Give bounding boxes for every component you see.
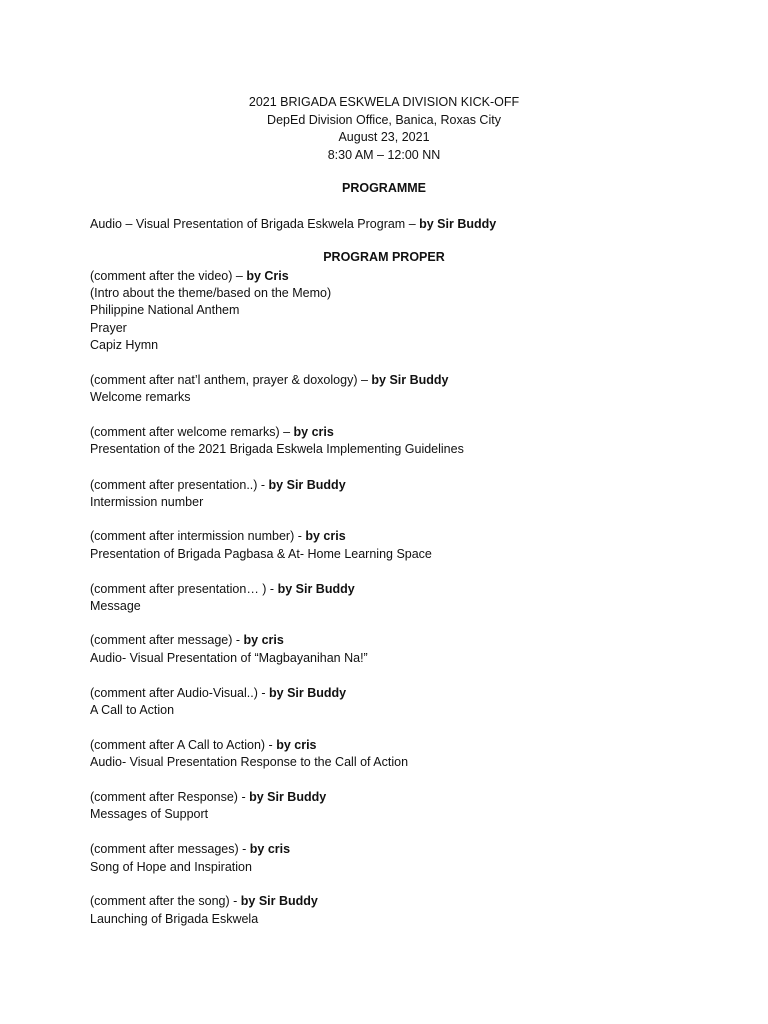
line-text: Welcome remarks (90, 390, 191, 404)
line-text: (comment after the song) - (90, 894, 241, 908)
line-text: (Intro about the theme/based on the Memo) (90, 286, 332, 300)
program-line (90, 841, 290, 858)
program-line (90, 754, 408, 771)
line-text: Presentation of Brigada Pagbasa & At- Home Learning Space (90, 547, 432, 561)
line-text: Philippine National Anthem (90, 303, 240, 317)
document-header (0, 94, 768, 164)
line-text: (comment after message) - (90, 633, 244, 647)
line-text: (comment after Response) - (90, 790, 250, 804)
line-by: by cris (276, 738, 317, 752)
program-line (90, 893, 318, 910)
line-text: (comment after A Call to Action) - (90, 738, 277, 752)
program-line (90, 806, 208, 823)
opening-text: Audio – Visual Presentation of Brigada Eskwela Program – (90, 217, 420, 231)
opening-by: by Sir Buddy (419, 217, 497, 231)
line-text: (comment after the video) – (90, 269, 247, 283)
program-line (90, 650, 368, 667)
line-by: by Sir Buddy (277, 582, 355, 596)
program-proper-heading: PROGRAM PROPER (323, 250, 445, 264)
line-text: A Call to Action (90, 703, 175, 717)
line-by: by Sir Buddy (268, 478, 346, 492)
program-line (90, 372, 448, 389)
line-by: by Sir Buddy (269, 686, 347, 700)
event-title: 2021 BRIGADA ESKWELA DIVISION KICK-OFF (248, 95, 520, 109)
program-line (90, 285, 331, 302)
event-time: 8:30 AM – 12:00 NN (327, 147, 441, 162)
line-text: Audio- Visual Presentation of “Magbayanihan Na!” (90, 651, 368, 665)
line-by: by cris (293, 425, 334, 439)
program-line (90, 546, 432, 563)
program-line (90, 528, 346, 545)
program-line (90, 685, 346, 702)
line-by: by cris (305, 529, 346, 543)
program-line (90, 389, 190, 406)
line-by: by Sir Buddy (240, 894, 318, 908)
line-text: (comment after messages) - (90, 842, 250, 856)
line-text: Audio- Visual Presentation Response to the Call of Action (90, 755, 409, 769)
program-line (90, 859, 252, 876)
line-text: Intermission number (90, 495, 204, 509)
event-venue: DepEd Division Office, Banica, Roxas City (267, 112, 501, 127)
line-text: Launching of Brigada Eskwela (90, 912, 259, 926)
program-line (90, 337, 158, 354)
event-date: August 23, 2021 (338, 130, 430, 144)
program-line (90, 598, 141, 615)
program-line (90, 424, 334, 441)
programme-heading: PROGRAMME (341, 181, 427, 195)
program-line (90, 737, 317, 754)
line-text: (comment after Audio-Visual..) - (90, 686, 270, 700)
program-line (90, 581, 355, 598)
line-by: by Sir Buddy (249, 790, 327, 804)
line-text: (comment after presentation..) - (90, 478, 269, 492)
opening-line (90, 216, 496, 233)
program-line (90, 477, 346, 494)
program-line (90, 268, 289, 285)
line-text: (comment after welcome remarks) – (90, 425, 294, 439)
line-text: (comment after presentation… ) - (90, 582, 278, 596)
program-line (90, 441, 464, 458)
line-by: by cris (243, 633, 284, 647)
program-line (90, 494, 203, 511)
line-text: (comment after intermission number) - (90, 529, 306, 543)
line-by: by Sir Buddy (371, 373, 449, 387)
program-line (90, 320, 127, 337)
program-line (90, 702, 174, 719)
program-line (90, 302, 239, 319)
line-text: Messages of Support (90, 807, 209, 821)
line-text: Song of Hope and Inspiration (90, 860, 252, 874)
line-text: Prayer (90, 321, 127, 335)
line-text: Presentation of the 2021 Brigada Eskwela Implementing Guidelines (90, 442, 464, 456)
line-by: by cris (249, 842, 291, 856)
line-by: by Cris (246, 269, 289, 283)
program-line (90, 632, 284, 649)
line-text: (comment after nat’l anthem, prayer & doxology) – (90, 373, 372, 387)
program-line (90, 911, 258, 928)
program-line (90, 789, 326, 806)
line-text: Message (90, 599, 141, 613)
line-text: Capiz Hymn (90, 338, 159, 352)
